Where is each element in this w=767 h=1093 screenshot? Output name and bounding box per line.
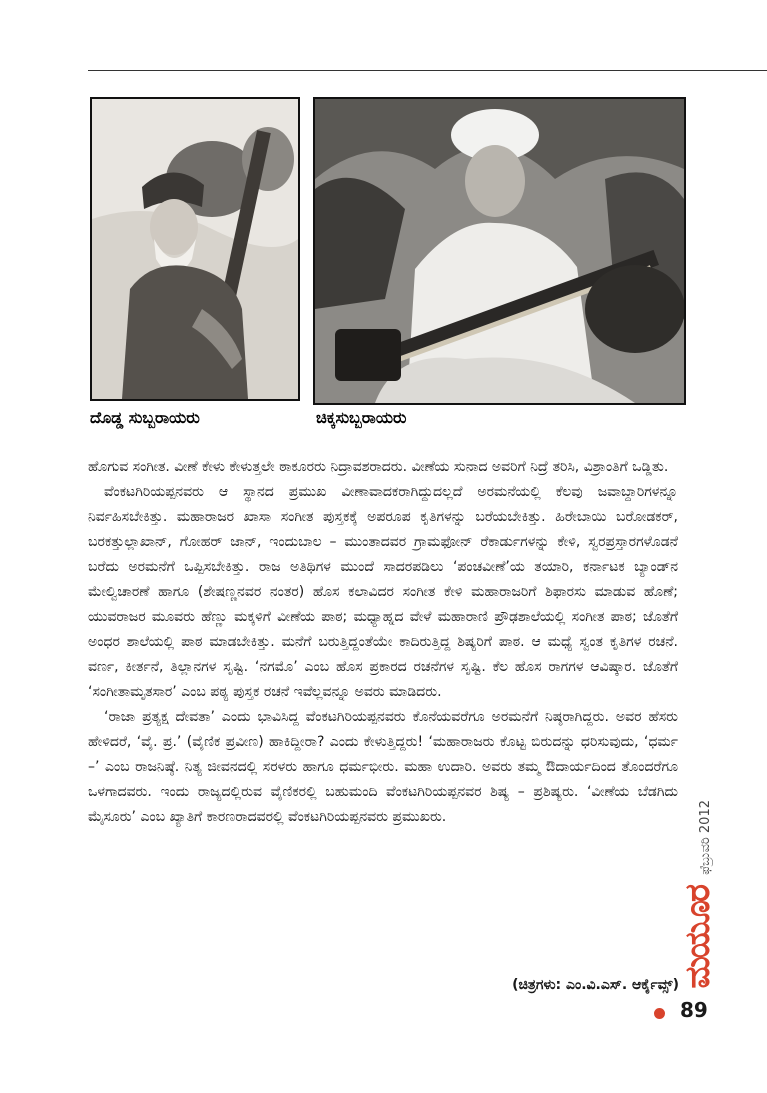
- photo-dodda-subbarayaru: [90, 97, 300, 401]
- photo-credit: (ಚಿತ್ರಗಳು: ಎಂ.ವಿ.ಎಸ್. ಆರ್ಕೈವ್ಸ್): [512, 977, 679, 993]
- paragraph: ‘ರಾಜಾ ಪ್ರತ್ಯಕ್ಷ ದೇವತಾ’ ಎಂದು ಭಾವಿಸಿದ್ದ ವೆಂಕಟಗಿರಿಯಪ್ಪನವರು ಕೊನೆಯವರೆಗೂ ಅರಮನೆಗೆ ನಿಷ್ಠರಾಗಿದ್ದರು. ಅವರ ಹೆಸರು ಹೇಳಿದರೆ, ‘ವೈ. ಪ್ರ.’ (ವೈಣಿಕ ಪ್ರವೀಣ) ಹಾಕಿದ್ದೀರಾ? ಎಂದು ಕೇಳುತ್ತಿದ್ದರು! ‘ಮಹಾರಾಜರು ಕೊಟ್ಟ ಬಿರುದನ್ನು ಧರಿಸುವುದು, ‘ಧರ್ಮ –’ ಎಂಬ ರಾಜನಿಷ್ಠೆ. ನಿತ್ಯ ಜೀವನದಲ್ಲಿ ಸರಳರು ಹಾಗೂ ಧರ್ಮಭೀರು. ಮಹಾ ಉದಾರಿ. ಅವರು ತಮ್ಮ ಔದಾರ್ಯದಿಂದ ತೊಂದರೆಗೂ ಒಳಗಾದವರು. ಇಂದು ರಾಜ್ಯದಲ್ಲಿರುವ ವೈಣಿಕರಲ್ಲಿ ಬಹುಮಂದಿ ವೆಂಕಟಗಿರಿಯಪ್ಪನವರ ಶಿಷ್ಯ – ಪ್ರಶಿಷ್ಯರು. ‘ವೀಣೆಯ ಬೆಡಗಿದು ಮೈಸೂರು’ ಎಂಬ ಖ್ಯಾತಿಗೆ ಕಾರಣರಾದವರಲ್ಲಿ ವೆಂಕಟಗಿರಿಯಪ್ಪನವರು ಪ್ರಮುಖರು.: [88, 709, 678, 825]
- page-marker-dot: [654, 1008, 665, 1019]
- magazine-logo: ಮಯೂರ: [678, 886, 718, 989]
- caption-right: ಚಿಕ್ಕಸುಬ್ಬರಾಯರು: [316, 408, 407, 427]
- paragraph: ಹೊಗುವ ಸಂಗೀತ. ವೀಣೆ ಕೇಳು ಕೇಳುತ್ತಲೇ ಠಾಕೂರರು ನಿದ್ರಾವಶರಾದರು. ವೀಣೆಯ ಸುನಾದ ಅವರಿಗೆ ನಿದ್ರೆ ತರಿಸಿ, ವಿಶ್ರಾಂತಿಗೆ ಒಡ್ಡಿತು.: [88, 459, 669, 475]
- page-number: 89: [680, 998, 708, 1022]
- paragraph: ವೆಂಕಟಗಿರಿಯಪ್ಪನವರು ಆ ಸ್ಥಾನದ ಪ್ರಮುಖ ವೀಣಾವಾದಕರಾಗಿದ್ದುದಲ್ಲದೆ ಅರಮನೆಯಲ್ಲಿ ಕೆಲವು ಜವಾಬ್ದಾರಿಗಳನ್ನೂ ನಿರ್ವಹಿಸಬೇಕಿತ್ತು. ಮಹಾರಾಜರ ಖಾಸಾ ಸಂಗೀತ ಪುಸ್ತಕಕ್ಕೆ ಅಪರೂಪ ಕೃತಿಗಳನ್ನು ಬರೆಯಬೇಕಿತ್ತು. ಹಿರೇಬಾಯಿ ಬರೋಡಕರ್, ಬರಕತ್ತುಲ್ಲಾಖಾನ್, ಗೋಹರ್ ಜಾನ್, ಇಂದುಬಾಲ – ಮುಂತಾದವರ ಗ್ರಾಮಫೋನ್ ರೆಕಾರ್ಡುಗಳನ್ನು ಕೇಳಿ, ಸ್ವರಪ್ರಸ್ತಾರಗಳೊಡನೆ ಬರೆದು ಅರಮನೆಗೆ ಒಪ್ಪಿಸಬೇಕಿತ್ತು. ರಾಜ ಅತಿಥಿಗಳ ಮುಂದೆ ಸಾದರಪಡಿಲು ‘ಪಂಚವೀಣೆ’ಯ ತಯಾರಿ, ಕರ್ನಾಟಕ ಬ್ಯಾಂಡ್‌ನ ಮೇಲ್ವಿಚಾರಣೆ ಹಾಗೂ (ಶೇಷಣ್ಣನವರ ನಂತರ) ಹೊಸ ಕಲಾವಿದರ ಸಂಗೀತ ಕೇಳಿ ಮಹಾರಾಜರಿಗೆ ಶಿಫಾರಸು ಮಾಡುವ ಹೊಣೆ; ಯುವರಾಜರ ಮೂವರು ಹೆಣ್ಣು ಮಕ್ಕಳಿಗೆ ವೀಣೆಯ ಪಾಠ; ಮಧ್ಯಾಹ್ನದ ವೇಳೆ ಮಹಾರಾಣಿ ಪ್ರೌಢಶಾಲೆಯಲ್ಲಿ ಸಂಗೀತ ಪಾಠ; ಜೊತೆಗೆ ಅಂಧರ ಶಾಲೆಯಲ್ಲಿ ಪಾಠ ಮಾಡಬೇಕಿತ್ತು. ಮನೆಗೆ ಬರುತ್ತಿದ್ದಂತೆಯೇ ಕಾದಿರುತ್ತಿದ್ದ ಶಿಷ್ಯರಿಗೆ ಪಾಠ. ಆ ಮಧ್ಯೆ ಸ್ವಂತ ಕೃತಿಗಳ ರಚನೆ. ವರ್ಣ, ಕೀರ್ತನೆ, ತಿಲ್ಲಾನಗಳ ಸೃಷ್ಟಿ. ‘ನಗಮೊ’ ಎಂಬ ಹೊಸ ಪ್ರಕಾರದ ರಚನೆಗಳ ಸೃಷ್ಟಿ. ಕೆಲ ಹೊಸ ರಾಗಗಳ ಆವಿಷ್ಕಾರ. ಜೊತೆಗೆ ‘ಸಂಗೀತಾಮೃತಸಾರ’ ಎಂಬ ಪಠ್ಯ ಪುಸ್ತಕ ರಚನೆ ಇವೆಲ್ಲವನ್ನೂ ಅವರು ಮಾಡಿದರು.: [88, 484, 678, 700]
- caption-left: ದೊಡ್ಡ ಸುಬ್ಬರಾಯರು: [90, 408, 200, 427]
- photo-chikka-subbarayaru: [313, 97, 686, 405]
- article-body: [88, 455, 678, 830]
- issue-date: ಫೆಬ್ರುವರಿ 2012: [698, 800, 713, 875]
- top-rule: [88, 70, 767, 71]
